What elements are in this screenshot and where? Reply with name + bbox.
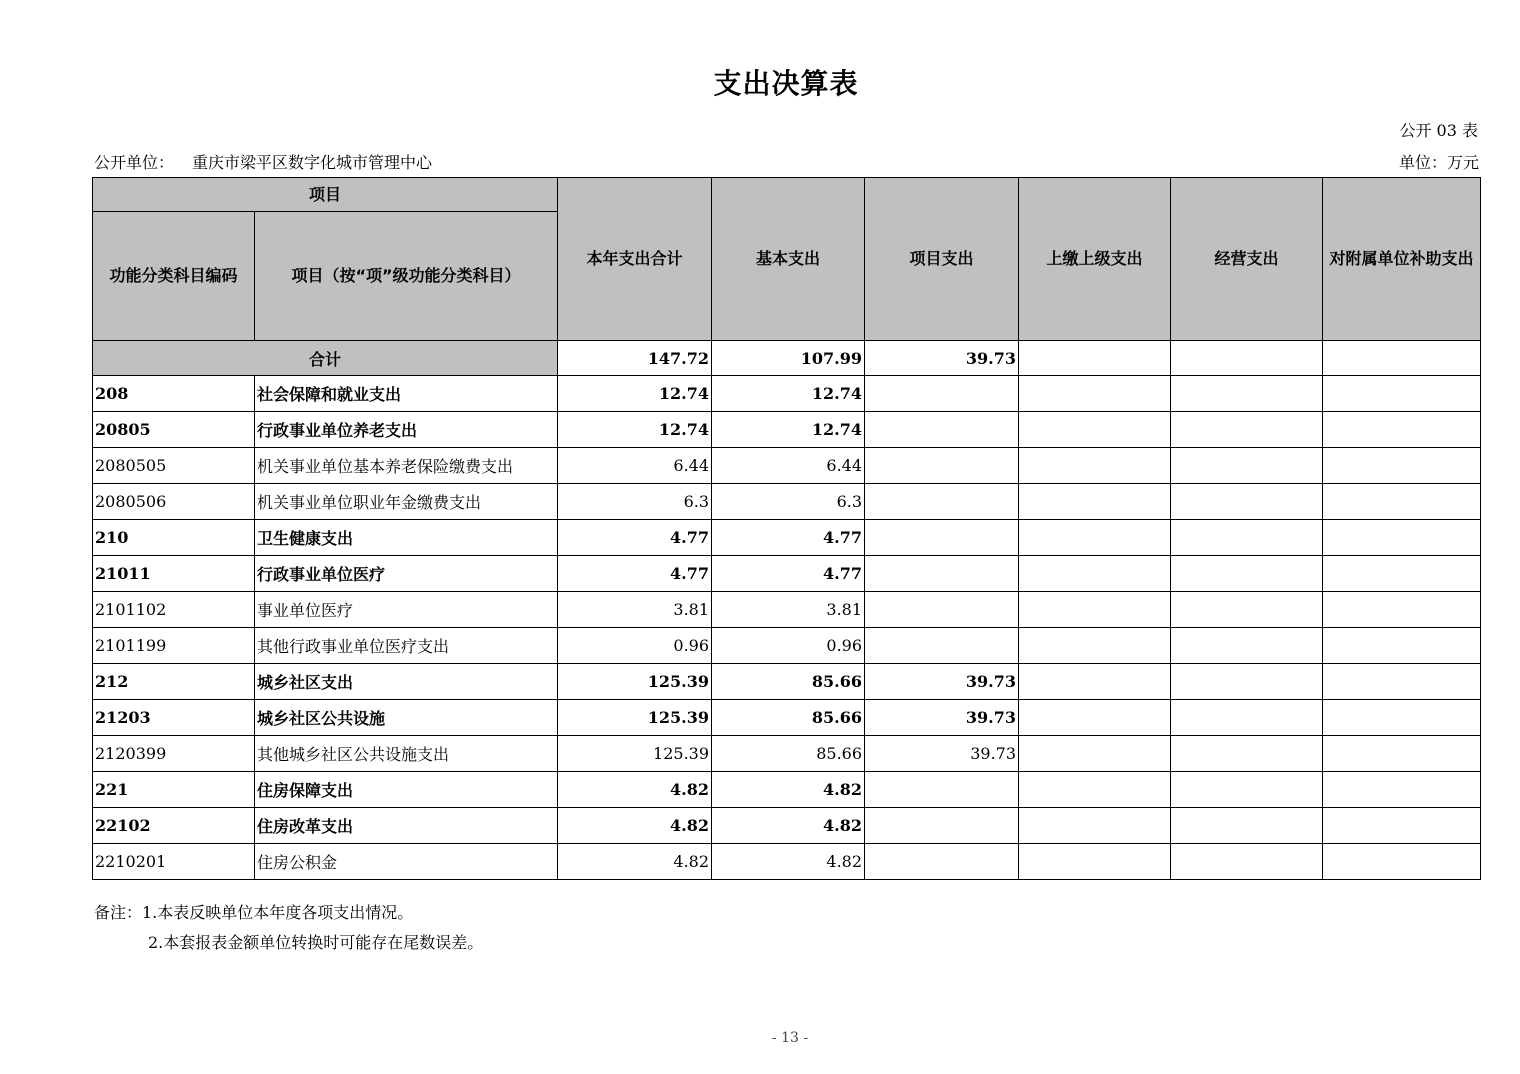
cell-total: 0.96 xyxy=(558,628,712,664)
cell-subsidy xyxy=(1323,520,1481,556)
note-line-2: 2.本套报表金额单位转换时可能存在尾数误差。 xyxy=(148,933,484,952)
unit-info-row xyxy=(94,150,1479,172)
cell-name: 社会保障和就业支出 xyxy=(255,376,558,412)
cell-total: 6.44 xyxy=(558,448,712,484)
cell-subsidy xyxy=(1323,556,1481,592)
cell-basic: 85.66 xyxy=(712,736,865,772)
cell-subsidy xyxy=(1323,412,1481,448)
cell-name: 卫生健康支出 xyxy=(255,520,558,556)
header-business: 经营支出 xyxy=(1171,178,1323,341)
total-cell-upper xyxy=(1019,341,1171,376)
cell-code: 210 xyxy=(93,520,255,556)
reporting-unit xyxy=(94,150,432,173)
cell-business xyxy=(1171,736,1323,772)
cell-code: 208 xyxy=(93,376,255,412)
cell-business xyxy=(1171,628,1323,664)
cell-subsidy xyxy=(1323,592,1481,628)
cell-name: 城乡社区支出 xyxy=(255,664,558,700)
cell-project: 39.73 xyxy=(865,664,1019,700)
cell-upper xyxy=(1019,484,1171,520)
cell-upper xyxy=(1019,556,1171,592)
total-cell-basic: 107.99 xyxy=(712,341,865,376)
cell-upper xyxy=(1019,664,1171,700)
cell-project: 39.73 xyxy=(865,736,1019,772)
cell-project xyxy=(865,520,1019,556)
cell-name: 其他城乡社区公共设施支出 xyxy=(255,736,558,772)
cell-name: 机关事业单位基本养老保险缴费支出 xyxy=(255,448,558,484)
cell-subsidy xyxy=(1323,700,1481,736)
cell-upper xyxy=(1019,376,1171,412)
cell-subsidy xyxy=(1323,628,1481,664)
cell-subsidy xyxy=(1323,772,1481,808)
cell-total: 4.82 xyxy=(558,772,712,808)
cell-code: 2120399 xyxy=(93,736,255,772)
total-cell-subsidy xyxy=(1323,341,1481,376)
cell-total: 4.77 xyxy=(558,520,712,556)
total-cell-business xyxy=(1171,341,1323,376)
cell-total: 125.39 xyxy=(558,664,712,700)
cell-business xyxy=(1171,700,1323,736)
cell-name: 事业单位医疗 xyxy=(255,592,558,628)
cell-code: 2101199 xyxy=(93,628,255,664)
header-item-group: 项目 xyxy=(93,178,558,212)
cell-project xyxy=(865,448,1019,484)
table-row xyxy=(93,592,1481,628)
cell-project xyxy=(865,412,1019,448)
table-row xyxy=(93,412,1481,448)
cell-project xyxy=(865,628,1019,664)
cell-upper xyxy=(1019,520,1171,556)
cell-subsidy xyxy=(1323,664,1481,700)
cell-basic: 4.77 xyxy=(712,520,865,556)
table-row xyxy=(93,556,1481,592)
total-cell-total: 147.72 xyxy=(558,341,712,376)
cell-code: 2080506 xyxy=(93,484,255,520)
cell-basic: 12.74 xyxy=(712,376,865,412)
cell-business xyxy=(1171,412,1323,448)
cell-business xyxy=(1171,772,1323,808)
cell-basic: 85.66 xyxy=(712,664,865,700)
cell-project xyxy=(865,376,1019,412)
cell-basic: 12.74 xyxy=(712,412,865,448)
cell-business xyxy=(1171,448,1323,484)
cell-basic: 3.81 xyxy=(712,592,865,628)
cell-total: 125.39 xyxy=(558,736,712,772)
table-row xyxy=(93,664,1481,700)
reporting-unit-label: 公开单位： xyxy=(94,153,175,172)
cell-basic: 85.66 xyxy=(712,700,865,736)
table-row xyxy=(93,448,1481,484)
cell-upper xyxy=(1019,592,1171,628)
cell-name: 城乡社区公共设施 xyxy=(255,700,558,736)
header-subsidy: 对附属单位补助支出 xyxy=(1323,178,1481,341)
header-name: 项目（按“项”级功能分类科目） xyxy=(255,212,558,341)
note-line-1: 备注：1.本表反映单位本年度各项支出情况。 xyxy=(94,903,414,922)
cell-upper xyxy=(1019,772,1171,808)
cell-subsidy xyxy=(1323,808,1481,844)
cell-subsidy xyxy=(1323,736,1481,772)
cell-subsidy xyxy=(1323,484,1481,520)
cell-business xyxy=(1171,808,1323,844)
cell-business xyxy=(1171,484,1323,520)
cell-subsidy xyxy=(1323,448,1481,484)
cell-total: 4.82 xyxy=(558,844,712,880)
cell-name: 住房公积金 xyxy=(255,844,558,880)
table-row xyxy=(93,808,1481,844)
cell-upper xyxy=(1019,448,1171,484)
form-number: 公开 03 表 xyxy=(1399,121,1478,140)
cell-subsidy xyxy=(1323,376,1481,412)
cell-business xyxy=(1171,520,1323,556)
cell-name: 其他行政事业单位医疗支出 xyxy=(255,628,558,664)
cell-code: 20805 xyxy=(93,412,255,448)
cell-name: 住房改革支出 xyxy=(255,808,558,844)
table-row xyxy=(93,736,1481,772)
cell-upper xyxy=(1019,808,1171,844)
cell-project xyxy=(865,844,1019,880)
cell-project xyxy=(865,808,1019,844)
cell-name: 行政事业单位养老支出 xyxy=(255,412,558,448)
cell-name: 行政事业单位医疗 xyxy=(255,556,558,592)
cell-project xyxy=(865,556,1019,592)
cell-name: 机关事业单位职业年金缴费支出 xyxy=(255,484,558,520)
cell-total: 6.3 xyxy=(558,484,712,520)
notes xyxy=(94,898,483,958)
cell-upper xyxy=(1019,628,1171,664)
cell-code: 21011 xyxy=(93,556,255,592)
page-number: - 13 - xyxy=(771,1030,809,1046)
cell-project: 39.73 xyxy=(865,700,1019,736)
cell-subsidy xyxy=(1323,844,1481,880)
cell-code: 221 xyxy=(93,772,255,808)
header-upper: 上缴上级支出 xyxy=(1019,178,1171,341)
table-row xyxy=(93,520,1481,556)
header-project: 项目支出 xyxy=(865,178,1019,341)
cell-business xyxy=(1171,664,1323,700)
currency-unit: 单位：万元 xyxy=(1398,153,1479,172)
table-row xyxy=(93,844,1481,880)
cell-basic: 4.82 xyxy=(712,772,865,808)
cell-basic: 6.3 xyxy=(712,484,865,520)
page-title: 支出决算表 xyxy=(713,67,859,100)
table-row xyxy=(93,700,1481,736)
cell-total: 125.39 xyxy=(558,700,712,736)
cell-upper xyxy=(1019,844,1171,880)
table-row xyxy=(93,628,1481,664)
cell-upper xyxy=(1019,736,1171,772)
organization-name: 重庆市梁平区数字化城市管理中心 xyxy=(192,153,433,172)
cell-basic: 4.77 xyxy=(712,556,865,592)
cell-code: 22102 xyxy=(93,808,255,844)
cell-code: 2080505 xyxy=(93,448,255,484)
cell-business xyxy=(1171,844,1323,880)
cell-upper xyxy=(1019,700,1171,736)
cell-business xyxy=(1171,592,1323,628)
header-code: 功能分类科目编码 xyxy=(93,212,255,341)
cell-upper xyxy=(1019,412,1171,448)
cell-total: 12.74 xyxy=(558,412,712,448)
header-basic: 基本支出 xyxy=(712,178,865,341)
expenditure-table xyxy=(92,177,1481,880)
cell-basic: 6.44 xyxy=(712,448,865,484)
total-row xyxy=(93,341,1481,376)
table-row xyxy=(93,772,1481,808)
header-total: 本年支出合计 xyxy=(558,178,712,341)
cell-basic: 0.96 xyxy=(712,628,865,664)
cell-total: 3.81 xyxy=(558,592,712,628)
cell-total: 12.74 xyxy=(558,376,712,412)
cell-project xyxy=(865,592,1019,628)
cell-code: 2210201 xyxy=(93,844,255,880)
cell-project xyxy=(865,772,1019,808)
cell-code: 21203 xyxy=(93,700,255,736)
cell-business xyxy=(1171,556,1323,592)
cell-basic: 4.82 xyxy=(712,844,865,880)
table-row xyxy=(93,376,1481,412)
cell-business xyxy=(1171,376,1323,412)
cell-total: 4.82 xyxy=(558,808,712,844)
total-cell-project: 39.73 xyxy=(865,341,1019,376)
table-row xyxy=(93,484,1481,520)
cell-name: 住房保障支出 xyxy=(255,772,558,808)
cell-code: 212 xyxy=(93,664,255,700)
cell-project xyxy=(865,484,1019,520)
cell-code: 2101102 xyxy=(93,592,255,628)
total-label: 合计 xyxy=(93,341,558,376)
cell-basic: 4.82 xyxy=(712,808,865,844)
cell-total: 4.77 xyxy=(558,556,712,592)
